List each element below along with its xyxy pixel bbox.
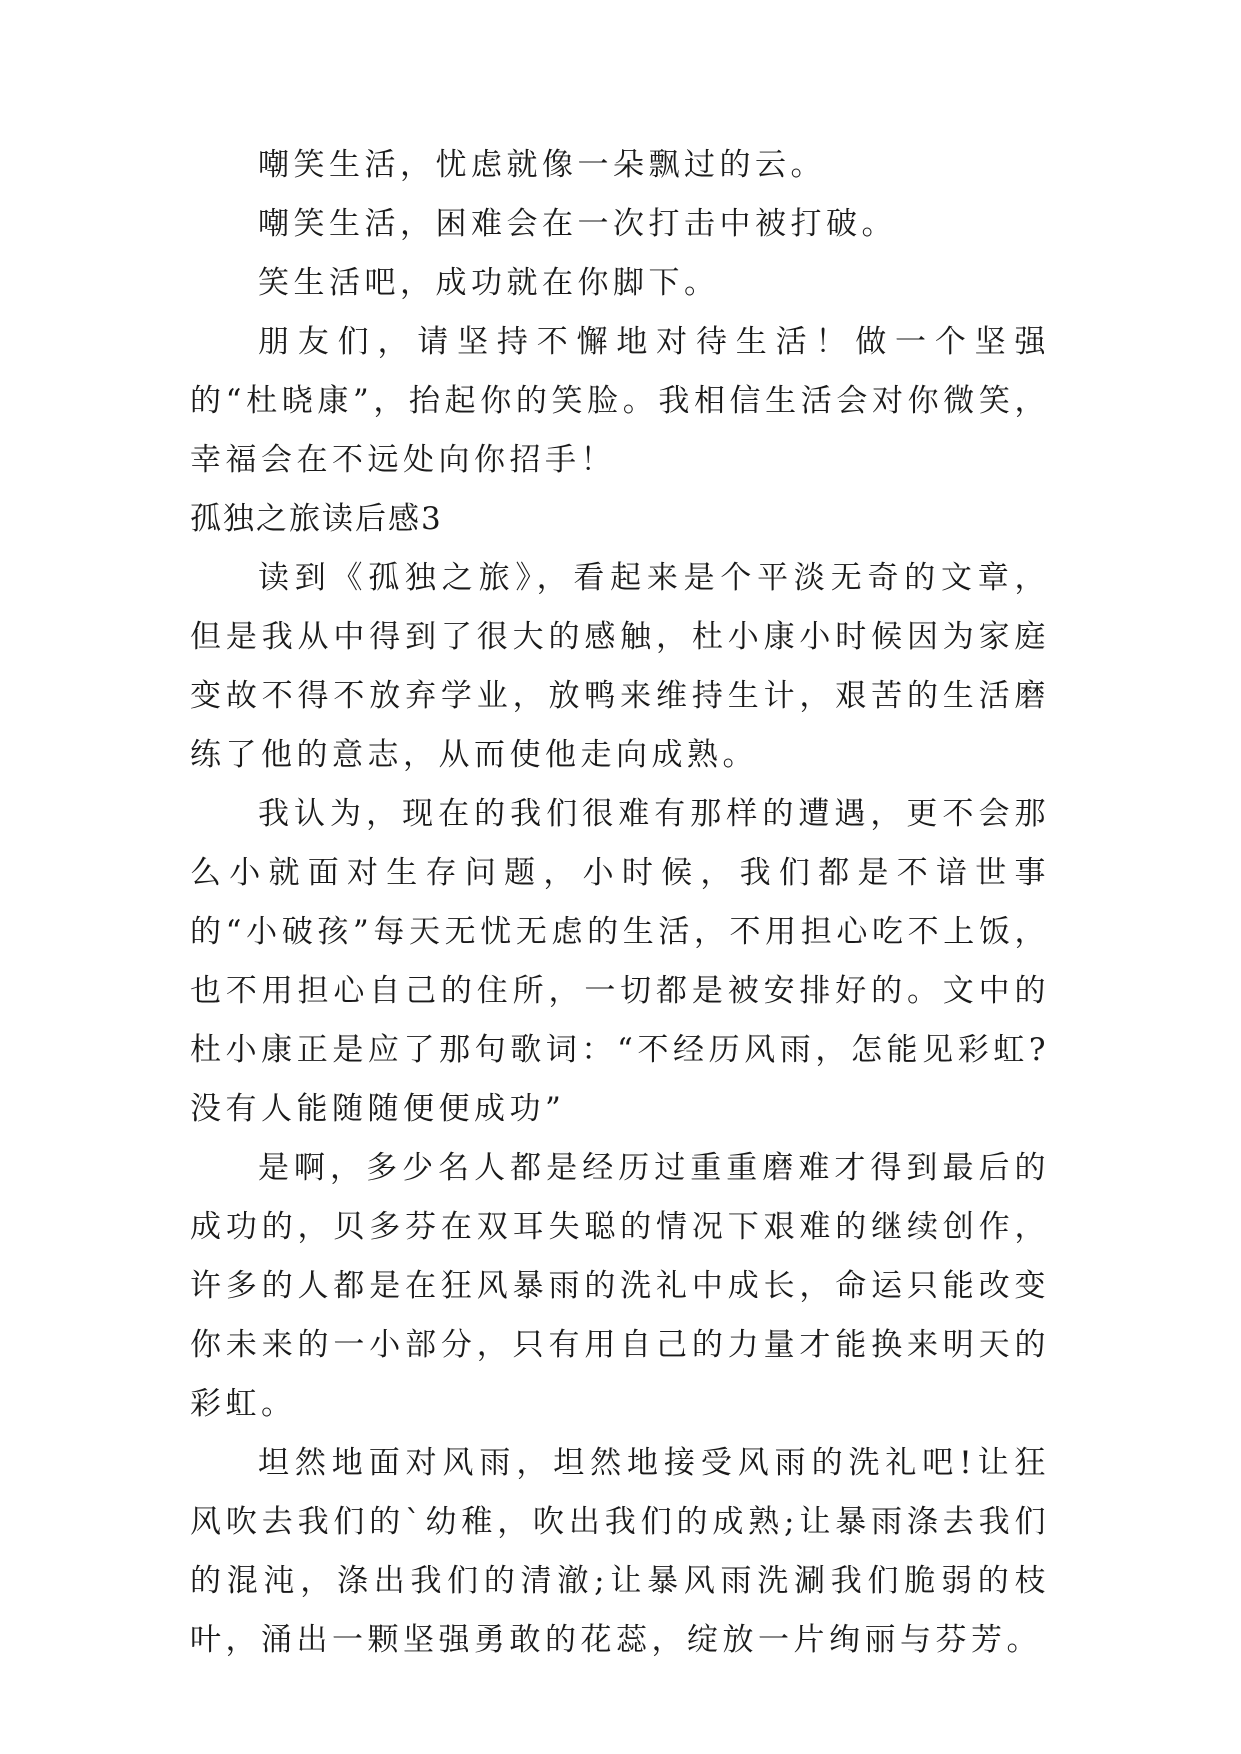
paragraph-4: 朋友们，请坚持不懈地对待生活！做一个坚强的“杜晓康”，抬起你的笑脸。我相信生活会对你微笑，幸福会在不远处向你招手！ — [190, 324, 1050, 478]
paragraph-7: 是啊，多少名人都是经历过重重磨难才得到最后的成功的，贝多芬在双耳失聪的情况下艰难的继续创作，许多的人都是在狂风暴雨的洗礼中成长，命运只能改变你未来的一小部分，只有用自己的力量才能换来明天的彩虹。 — [190, 1150, 1050, 1422]
document-body — [190, 136, 1050, 1670]
paragraph-3: 笑生活吧，成功就在你脚下。 — [258, 265, 720, 301]
paragraph-2: 嘲笑生活，困难会在一次打击中被打破。 — [258, 206, 897, 242]
paragraph-1: 嘲笑生活，忧虑就像一朵飘过的云。 — [258, 147, 826, 183]
paragraph-8: 坦然地面对风雨，坦然地接受风雨的洗礼吧!让狂风吹去我们的`幼稚，吹出我们的成熟;让暴雨涤去我们的混沌，涤出我们的清澈;让暴风雨洗涮我们脆弱的枝叶，涌出一颗坚强勇敢的花蕊，绽放一片绚丽与芬芳。 — [190, 1445, 1050, 1658]
paragraph-5: 读到《孤独之旅》，看起来是个平淡无奇的文章，但是我从中得到了很大的感触，杜小康小时候因为家庭变故不得不放弃学业，放鸭来维持生计，艰苦的生活磨练了他的意志，从而使他走向成熟。 — [190, 560, 1050, 773]
section-heading: 孤独之旅读后感3 — [190, 501, 443, 537]
paragraph-6: 我认为，现在的我们很难有那样的遭遇，更不会那么小就面对生存问题，小时候，我们都是不谙世事的“小破孩”每天无忧无虑的生活，不用担心吃不上饭，也不用担心自己的住所，一切都是被安排好的。文中的杜小康正是应了那句歌词：“不经历风雨，怎能见彩虹?没有人能随随便便成功” — [190, 796, 1050, 1127]
